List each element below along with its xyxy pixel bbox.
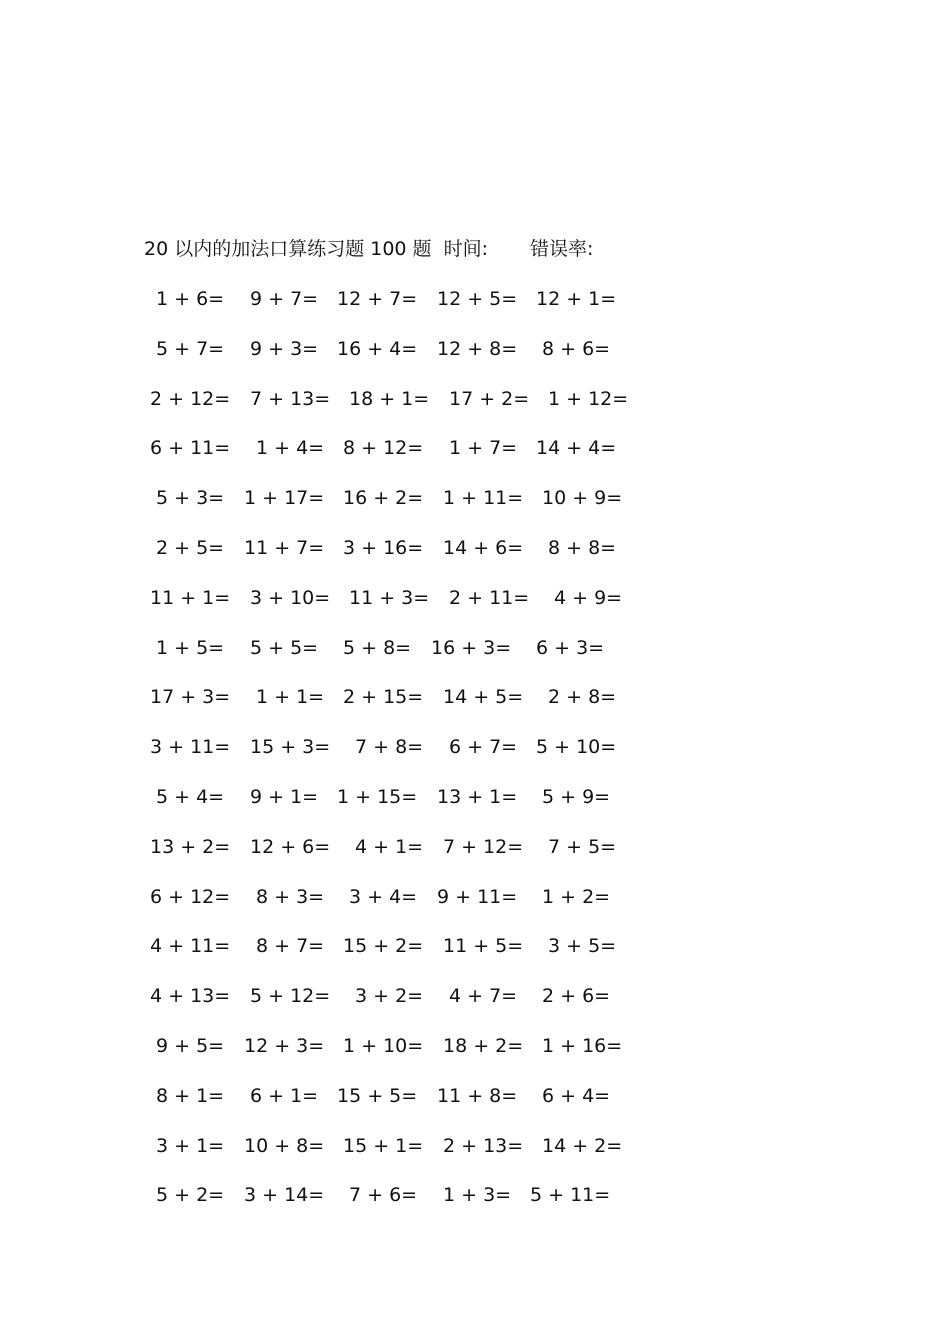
problem-item: 10 + 8=	[244, 1135, 325, 1157]
problem-item: 4 + 9=	[554, 587, 623, 609]
problem-item: 11 + 8=	[437, 1085, 518, 1107]
problem-item: 2 + 12=	[150, 388, 231, 410]
problem-item: 2 + 8=	[548, 686, 617, 708]
problem-item: 4 + 13=	[150, 985, 231, 1007]
problem-item: 3 + 11=	[150, 736, 231, 758]
problem-item: 1 + 4=	[256, 437, 325, 459]
problem-item: 1 + 17=	[244, 487, 325, 509]
problem-item: 12 + 5=	[437, 288, 518, 310]
problem-item: 8 + 1=	[156, 1085, 225, 1107]
problem-item: 3 + 1=	[156, 1135, 225, 1157]
problem-item: 5 + 10=	[536, 736, 617, 758]
problem-item: 5 + 3=	[156, 487, 225, 509]
problem-item: 6 + 11=	[150, 437, 231, 459]
problem-item: 8 + 6=	[542, 338, 611, 360]
problem-item: 9 + 11=	[437, 886, 518, 908]
problem-item: 13 + 2=	[150, 836, 231, 858]
problem-item: 16 + 3=	[431, 637, 512, 659]
problem-item: 5 + 12=	[250, 985, 331, 1007]
problem-item: 9 + 1=	[250, 786, 319, 808]
problem-item: 1 + 5=	[156, 637, 225, 659]
problem-item: 3 + 2=	[355, 985, 424, 1007]
problem-item: 4 + 11=	[150, 935, 231, 957]
problem-item: 9 + 3=	[250, 338, 319, 360]
problem-item: 18 + 2=	[443, 1035, 524, 1057]
problem-item: 12 + 3=	[244, 1035, 325, 1057]
problem-item: 11 + 5=	[443, 935, 524, 957]
problem-item: 15 + 1=	[343, 1135, 424, 1157]
problem-item: 3 + 10=	[250, 587, 331, 609]
problem-item: 18 + 1=	[349, 388, 430, 410]
problem-item: 2 + 11=	[449, 587, 530, 609]
problem-item: 5 + 5=	[250, 637, 319, 659]
problem-item: 1 + 6=	[156, 288, 225, 310]
problem-item: 1 + 2=	[542, 886, 611, 908]
problem-item: 1 + 16=	[542, 1035, 623, 1057]
problem-item: 1 + 12=	[548, 388, 629, 410]
problem-item: 15 + 5=	[337, 1085, 418, 1107]
problem-item: 7 + 8=	[355, 736, 424, 758]
problem-item: 11 + 1=	[150, 587, 231, 609]
problem-item: 1 + 15=	[337, 786, 418, 808]
problem-item: 4 + 7=	[449, 985, 518, 1007]
problem-item: 5 + 11=	[530, 1184, 611, 1206]
problem-item: 2 + 15=	[343, 686, 424, 708]
problem-item: 8 + 7=	[256, 935, 325, 957]
problem-item: 14 + 2=	[542, 1135, 623, 1157]
problem-item: 12 + 6=	[250, 836, 331, 858]
problem-item: 7 + 13=	[250, 388, 331, 410]
problem-item: 6 + 4=	[542, 1085, 611, 1107]
problem-item: 1 + 1=	[256, 686, 325, 708]
problem-item: 10 + 9=	[542, 487, 623, 509]
problem-item: 2 + 13=	[443, 1135, 524, 1157]
problem-item: 16 + 4=	[337, 338, 418, 360]
problem-item: 9 + 5=	[156, 1035, 225, 1057]
problem-item: 15 + 2=	[343, 935, 424, 957]
problem-item: 5 + 4=	[156, 786, 225, 808]
problem-item: 1 + 7=	[449, 437, 518, 459]
problem-item: 8 + 12=	[343, 437, 424, 459]
problem-item: 12 + 7=	[337, 288, 418, 310]
problem-item: 14 + 4=	[536, 437, 617, 459]
problem-item: 3 + 5=	[548, 935, 617, 957]
problem-item: 11 + 7=	[244, 537, 325, 559]
problem-item: 12 + 1=	[536, 288, 617, 310]
problem-item: 4 + 1=	[355, 836, 424, 858]
problem-item: 3 + 14=	[244, 1184, 325, 1206]
problem-item: 5 + 9=	[542, 786, 611, 808]
problem-item: 11 + 3=	[349, 587, 430, 609]
problem-item: 2 + 5=	[156, 537, 225, 559]
problem-item: 1 + 3=	[443, 1184, 512, 1206]
problem-item: 8 + 3=	[256, 886, 325, 908]
problem-item: 17 + 2=	[449, 388, 530, 410]
problem-item: 17 + 3=	[150, 686, 231, 708]
problem-item: 6 + 12=	[150, 886, 231, 908]
problem-item: 13 + 1=	[437, 786, 518, 808]
problem-item: 14 + 6=	[443, 537, 524, 559]
time-label: 时间:	[443, 238, 488, 260]
problem-item: 16 + 2=	[343, 487, 424, 509]
problem-item: 6 + 1=	[250, 1085, 319, 1107]
problem-item: 6 + 3=	[536, 637, 605, 659]
problem-item: 7 + 12=	[443, 836, 524, 858]
worksheet-title: 20 以内的加法口算练习题 100 题	[144, 238, 432, 260]
problem-item: 5 + 2=	[156, 1184, 225, 1206]
problem-item: 14 + 5=	[443, 686, 524, 708]
problem-item: 7 + 6=	[349, 1184, 418, 1206]
problem-item: 3 + 4=	[349, 886, 418, 908]
problem-item: 1 + 10=	[343, 1035, 424, 1057]
problem-item: 2 + 6=	[542, 985, 611, 1007]
problem-item: 5 + 8=	[343, 637, 412, 659]
problem-item: 8 + 8=	[548, 537, 617, 559]
problem-item: 3 + 16=	[343, 537, 424, 559]
problem-item: 5 + 7=	[156, 338, 225, 360]
problem-item: 1 + 11=	[443, 487, 524, 509]
error-rate-label: 错误率:	[529, 238, 594, 260]
problem-item: 6 + 7=	[449, 736, 518, 758]
problem-item: 7 + 5=	[548, 836, 617, 858]
problem-item: 9 + 7=	[250, 288, 319, 310]
problem-item: 15 + 3=	[250, 736, 331, 758]
problem-item: 12 + 8=	[437, 338, 518, 360]
